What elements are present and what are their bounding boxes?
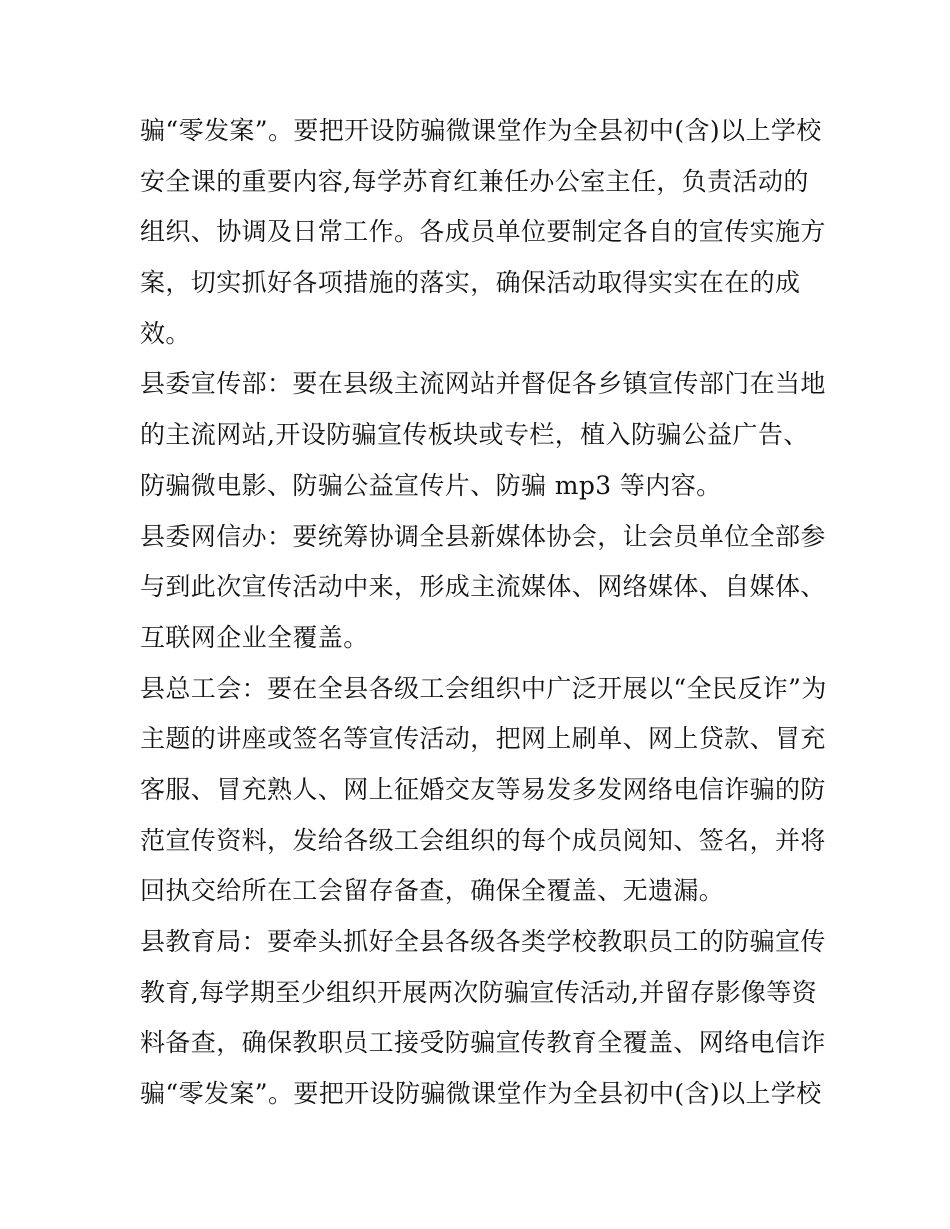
text-line: 骗“零发案”。要把开设防骗微课堂作为全县初中(含)以上学校 xyxy=(140,1079,822,1109)
text-line: 的主流网站,开设防骗宣传板块或专栏，植入防骗公益广告、 xyxy=(140,420,809,450)
text-line: 效。 xyxy=(140,318,191,348)
text-line: 县总工会：要在全县各级工会组织中广泛开展以“全民反诈”为 xyxy=(140,673,827,703)
text-line: 互联网企业全覆盖。 xyxy=(140,622,369,652)
text-line: 料备查，确保教职员工接受防骗宣传教育全覆盖、网络电信诈 xyxy=(140,1028,826,1058)
text-line: 县委宣传部：要在县级主流网站并督促各乡镇宣传部门在当地 xyxy=(140,369,826,399)
text-line: 教育,每学期至少组织开展两次防骗宣传活动,并留存影像等资 xyxy=(140,977,818,1007)
text-line: 与到此次宣传活动中来，形成主流媒体、网络媒体、自媒体、 xyxy=(140,572,826,602)
text-line: 客服、冒充熟人、网上征婚交友等易发多发网络电信诈骗的防 xyxy=(140,774,826,804)
body-text xyxy=(140,106,827,1120)
text-line: 安全课的重要内容,每学苏育红兼任办公室主任，负责活动的 xyxy=(140,166,809,196)
text-line: 回执交给所在工会留存备查，确保全覆盖、无遗漏。 xyxy=(140,876,725,906)
text-line: 案，切实抓好各项措施的落实，确保活动取得实实在在的成 xyxy=(140,268,801,298)
text-line: 防骗微电影、防骗公益宣传片、防骗 mp3 等内容。 xyxy=(140,470,722,500)
text-line: 范宣传资料，发给各级工会组织的每个成员阅知、签名，并将 xyxy=(140,825,826,855)
text-line: 主题的讲座或签名等宣传活动，把网上刷单、网上贷款、冒充 xyxy=(140,724,826,754)
text-line: 骗“零发案”。要把开设防骗微课堂作为全县初中(含)以上学校 xyxy=(140,116,822,145)
text-line: 组织、协调及日常工作。各成员单位要制定各自的宣传实施方 xyxy=(140,217,826,247)
text-line: 县委网信办：要统筹协调全县新媒体协会，让会员单位全部参 xyxy=(140,521,826,551)
text-line: 县教育局：要牵头抓好全县各级各类学校教职员工的防骗宣传 xyxy=(140,927,826,956)
